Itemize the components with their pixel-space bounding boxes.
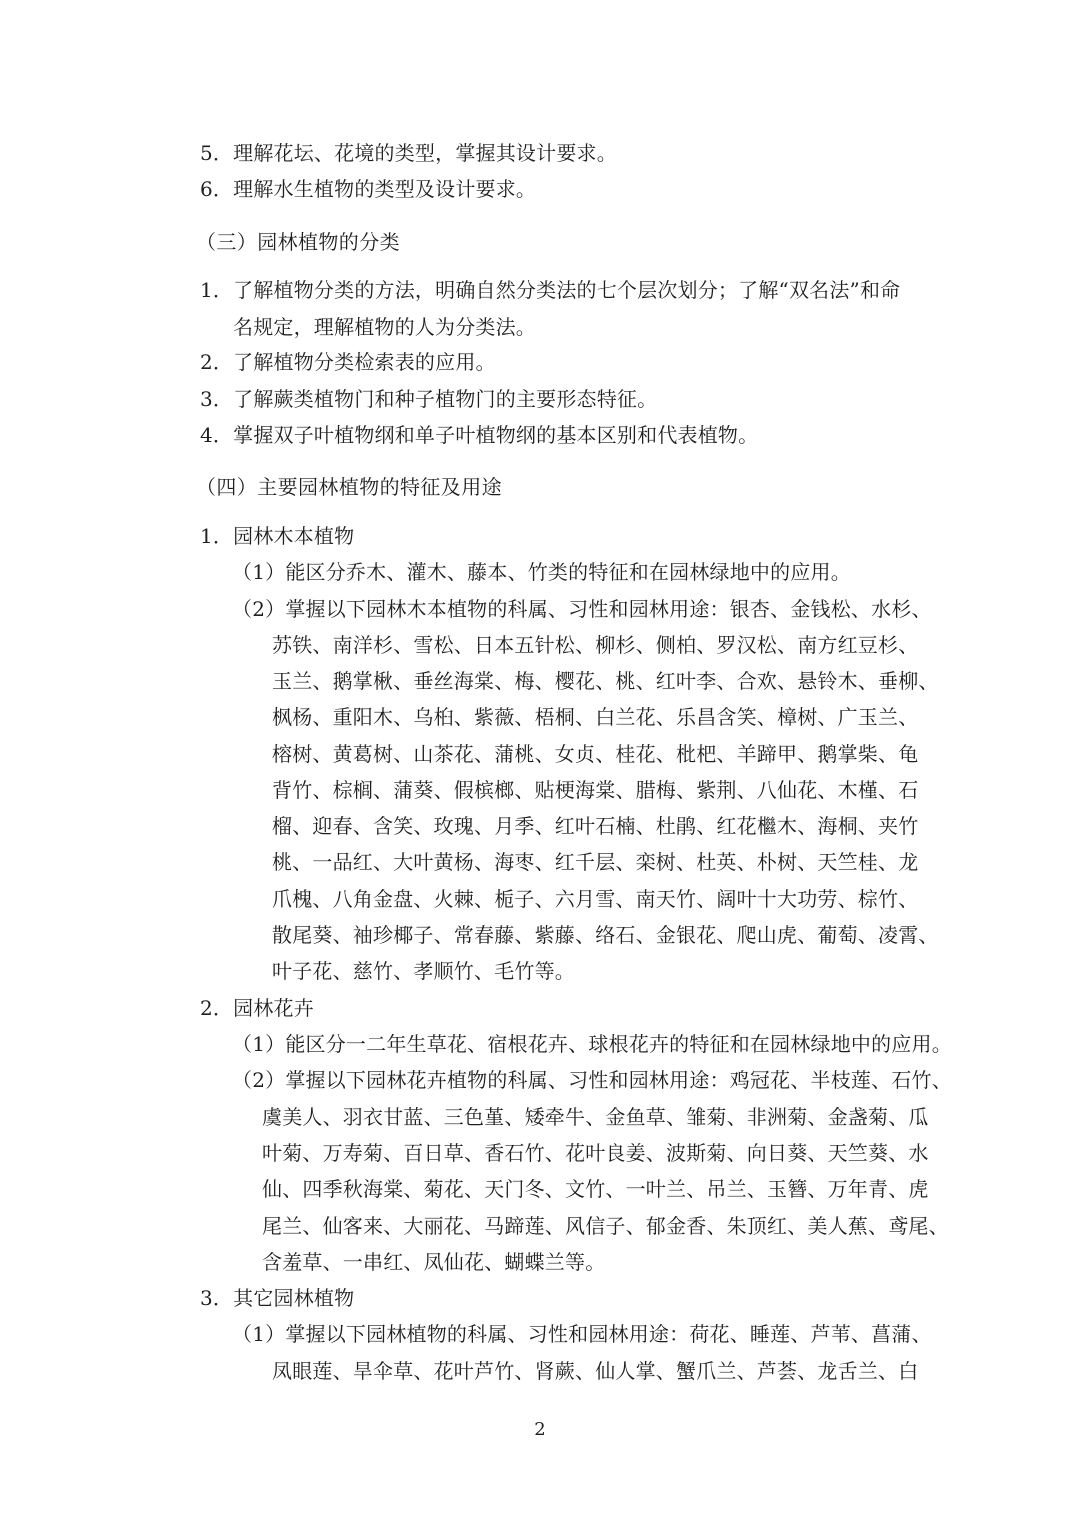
- list-item-5: 5．理解花坛、花境的类型，掌握其设计要求。: [200, 141, 617, 165]
- woody-sub2-line: 榕树、黄葛树、山茶花、蒲桃、女贞、桂花、枇杷、羊蹄甲、鹅掌柴、龟: [272, 742, 919, 766]
- flowers-sub1: （1）能区分一二年生草花、宿根花卉、球根花卉的特征和在园林绿地中的应用。: [232, 1032, 952, 1056]
- section-heading-main-plants: （四）主要园林植物的特征及用途: [196, 475, 502, 499]
- section-heading-classification: （三）园林植物的分类: [196, 230, 400, 254]
- woody-sub2-line: 苏铁、南洋杉、雪松、日本五针松、柳杉、侧柏、罗汉松、南方红豆杉、: [272, 633, 919, 657]
- subsection-title-others: 3．其它园林植物: [200, 1286, 355, 1310]
- woody-sub2-line: 枫杨、重阳木、乌桕、紫薇、梧桐、白兰花、乐昌含笑、樟树、广玉兰、: [272, 705, 919, 729]
- flowers-sub2-line: 含羞草、一串红、凤仙花、蝴蝶兰等。: [262, 1250, 606, 1274]
- flowers-sub2-line: 虞美人、羽衣甘蓝、三色堇、矮牵牛、金鱼草、雏菊、非洲菊、金盏菊、瓜: [262, 1105, 929, 1129]
- woody-sub2-line: 爪槐、八角金盘、火棘、栀子、六月雪、南天竹、阔叶十大功劳、棕竹、: [272, 887, 919, 911]
- woody-sub2-line: 背竹、棕榈、蒲葵、假槟榔、贴梗海棠、腊梅、紫荆、八仙花、木槿、石: [272, 778, 919, 802]
- list-item-classification-1-line1: 1．了解植物分类的方法，明确自然分类法的七个层次划分；了解“双名法”和命: [200, 278, 901, 302]
- flowers-sub2-line: （2）掌握以下园林花卉植物的科属、习性和园林用途：鸡冠花、半枝莲、石竹、: [232, 1068, 952, 1092]
- flowers-sub2-line: 尾兰、仙客来、大丽花、马蹄莲、风信子、郁金香、朱顶红、美人蕉、鸢尾、: [262, 1214, 949, 1238]
- flowers-sub2-line: 仙、四季秋海棠、菊花、天门冬、文竹、一叶兰、吊兰、玉簪、万年青、虎: [262, 1177, 929, 1201]
- list-item-classification-4: 4．掌握双子叶植物纲和单子叶植物纲的基本区别和代表植物。: [200, 423, 759, 447]
- list-item-classification-1-line2: 名规定，理解植物的人为分类法。: [233, 315, 536, 339]
- others-sub1-line: （1）掌握以下园林植物的科属、习性和园林用途：荷花、睡莲、芦苇、菖蒲、: [232, 1322, 932, 1346]
- woody-sub2-line: （2）掌握以下园林木本植物的科属、习性和园林用途：银杏、金钱松、水杉、: [232, 597, 932, 621]
- flowers-sub2-line: 叶菊、万寿菊、百日草、香石竹、花叶良姜、波斯菊、向日葵、天竺葵、水: [262, 1141, 929, 1165]
- woody-sub2-line: 散尾葵、袖珍椰子、常春藤、紫藤、络石、金银花、爬山虎、葡萄、凌霄、: [272, 923, 939, 947]
- list-item-6: 6．理解水生植物的类型及设计要求。: [200, 177, 537, 201]
- subsection-title-woody: 1．园林木本植物: [200, 524, 355, 548]
- subsection-title-flowers: 2．园林花卉: [200, 996, 314, 1020]
- list-item-classification-3: 3．了解蕨类植物门和种子植物门的主要形态特征。: [200, 387, 658, 411]
- woody-sub1: （1）能区分乔木、灌木、藤本、竹类的特征和在园林绿地中的应用。: [232, 560, 851, 584]
- woody-sub2-line: 桃、一品红、大叶黄杨、海枣、红千层、栾树、杜英、朴树、天竺桂、龙: [272, 850, 919, 874]
- woody-sub2-line: 玉兰、鹅掌楸、垂丝海棠、梅、樱花、桃、红叶李、合欢、悬铃木、垂柳、: [272, 669, 939, 693]
- others-sub1-line: 凤眼莲、旱伞草、花叶芦竹、肾蕨、仙人掌、蟹爪兰、芦荟、龙舌兰、白: [272, 1359, 919, 1383]
- list-item-classification-2: 2．了解植物分类检索表的应用。: [200, 350, 496, 374]
- woody-sub2-line: 榴、迎春、含笑、玫瑰、月季、红叶石楠、杜鹃、红花檵木、海桐、夹竹: [272, 814, 919, 838]
- page-number: 2: [534, 1419, 546, 1440]
- woody-sub2-line: 叶子花、慈竹、孝顺竹、毛竹等。: [272, 959, 575, 983]
